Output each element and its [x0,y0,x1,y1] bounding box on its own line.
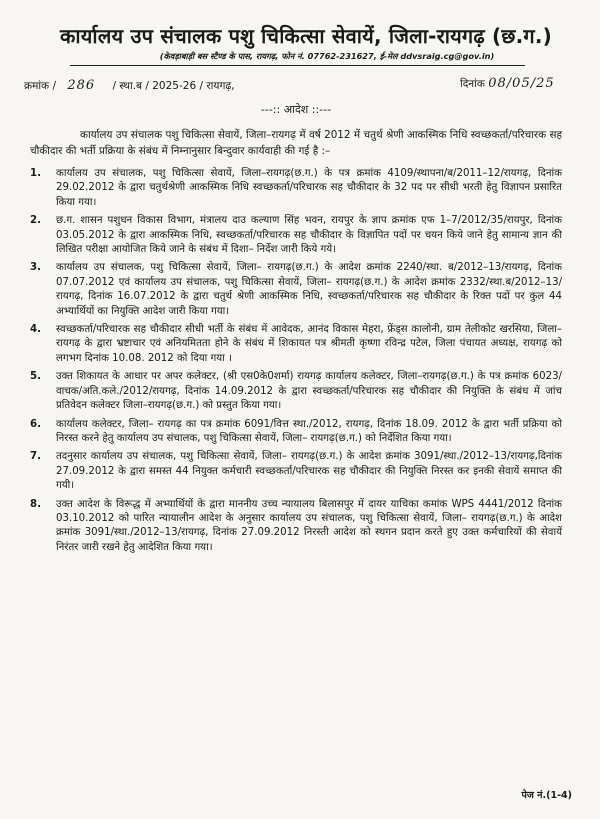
list-item [30,167,562,210]
item-text: कार्यालय उप संचालक, पशु चिकित्सा सेवायें, जिला– रायगढ़(छ.ग.) के आदेश क्रमांक 2240/स्था. ब/2012–13/रायगढ़, दिनांक 07.07.2012 एवं कार्यालय उप संचालक, पशु चिकित्सा सेवायें, जिला– रायगढ़(छ.ग.) के आदेश क्रमांक 2332/स्था.ब/2012–13/रायगढ़, दिनांक 16.07.2012 के द्वारा चतुर्थ श्रेणी आकस्मिक निधि, स्वच्छकर्ता/परिचारक सह चौकीदार के रिक्त पदों पर कुल 44 अभ्यार्थियों का नियुक्ति आदेश जारी किया गया। [56,262,562,317]
item-number: 7. [30,451,41,463]
reference-date [460,76,555,91]
reference-line [24,76,562,96]
reference-label: क्रमांक / [24,80,57,92]
office-address: (केवड़ाबाड़ी बस स्टैण्ड के पास, रायगढ़, फोन नं. 07762-231627, ई-मेल ddvsraig.cg@gov.in) [159,51,495,61]
header-divider [70,65,525,66]
item-number: 2. [30,215,41,227]
item-text: तदनुसार कार्यालय उप संचालक, पशु चिकित्सा सेवायें, जिला– रायगढ़(छ.ग.) के आदेश क्रमांक 3091/स्था./2012–13/रायगढ़,दिनांक 27.09.2012 के द्वारा समस्त 44 नियुक्त कर्मचारी स्वच्छकर्ता/परिचारक सह चौकीदार की नियुक्ति निरस्त कर इनकी सेवायें समाप्त की गयी। [56,451,562,492]
page-number: पेज नं.(1-4) [521,790,572,801]
office-title: कार्यालय उप संचालक पशु चिकित्सा सेवायें, जिला-रायगढ़ (छ.ग.) [60,24,552,48]
intro-paragraph: कार्यालय उप संचालक पशु चिकित्सा सेवायें, जिला–रायगढ़ में वर्ष 2012 में चतुर्थ श्रेणी आकस्मिक निधि स्वच्छकर्ता/परिचारक सह चौकीदार की भर्ती प्रक्रिया के संबंध में निम्नानुसार बिन्दुवार कार्यवाही की गई है :– [30,129,562,157]
item-text: स्वच्छकर्ता/परिचारक सह चौकीदार सीधी भर्ती के संबंध में आवेदक, आनंद विकास मेहरा, फ्रेंड्स कालोनी, ग्राम तेलीकोट खरसिया, जिला– रायगढ़ के द्वारा भ्रष्टाचार एवं अनियमितता होने के संबंध में शिकायत पत्र श्रीमती कृष्णा रविन्द्र पटेल, जिला पंचायत अध्यक्ष, रायगढ़ को लगभग दिनांक 10.08. 2012 को दिया गया । [56,324,562,364]
points-list [30,167,562,555]
list-item [30,323,562,366]
handwritten-number: 286 [67,78,96,93]
item-number: 6. [30,418,41,430]
handwritten-date: 08/05/25 [488,76,555,91]
item-text: छ.ग. शासन पशुधन विकास विभाग, मंत्रालय दाउ कल्याण सिंह भवन, रायपुर के ज्ञाप क्रमांक एफ 1–7/2012/35/रायपुर, दिनांक 03.05.2012 के द्वारा आकस्मिक निधि, स्वच्छकर्ता/परिचारक सह चौकीदार के विज्ञापित पदों पर चयन किये जाने हेतु सामान्य ज्ञान की लिखित परीक्षा आयोजित किये जाने के संबंध में दिशा– निर्देश जारी किये गये। [56,215,562,256]
list-item [30,261,562,319]
item-text: कार्यालय कलेक्टर, जिला– रायगढ़ का पत्र क्रमांक 6091/वित्त स्था./2012, रायगढ़, दिनांक 18.09. 2012 के द्वारा भर्ती प्रक्रिया को निरस्त करने हेतु कार्यालय उप संचालक, पशु चिकित्सा सेवायें, जिला– रायगढ़(छ.ग.) को निर्देशित किया गया। [56,418,562,444]
list-item [30,450,562,493]
order-heading: ---:: आदेश ::--- [260,103,332,116]
list-item [30,370,562,413]
item-number: 3. [30,262,41,274]
item-number: 4. [30,324,41,336]
list-item [30,418,562,447]
item-text: उक्त शिकायत के आधार पर अपर कलेक्टर, (श्री एस0के0शर्मा) रायगढ़ कार्यालय कलेक्टर, जिला–रायगढ़(छ.ग.) के पत्र क्रमांक 6023/वाचक/अति.कले./2012/रायगढ़, दिनांक 14.09.2012 के द्वारा स्वच्छकर्ता/परिचारक सह चौकीदार की नियुक्ति के संबंध में जांच प्रतिवेदन कलेक्टर जिला–रायगढ़(छ.ग.) को प्रस्तुत किया गया। [56,371,562,412]
item-number: 8. [30,498,41,510]
reference-suffix: / स्था.ब / 2025-26 / रायगढ़, [112,80,235,92]
list-item [30,214,562,257]
item-number: 5. [30,371,41,383]
item-text: कार्यालय उप संचालक, पशु चिकित्सा सेवायें, जिला–रायगढ़(छ.ग.) के पत्र क्रमांक 4109/स्थापना/ब/2011–12/रायगढ़, दिनांक 29.02.2012 के द्वारा चतुर्थश्रेणी आकस्मिक निधि स्वच्छकर्ता/परिचारक सह चौकीदार के 32 पद पर सीधी भरती हेतु विज्ञापन प्रसारित किया गया। [56,168,562,208]
list-item [30,498,562,556]
item-number: 1. [30,168,41,179]
date-label: दिनांक [460,78,485,90]
reference-number [24,78,235,93]
item-text: उक्त आदेश के विरूद्ध में अभ्यार्थियों के द्वारा माननीय उच्च न्यायालय बिलासपुर में दायर याचिका कमांक WPS 4441/2012 दिनांक 03.10.2012 को पारित न्यायालीन आदेश के अनुसार कार्यालय उप संचालक, पशु चिकित्सा सेवायें, जिला– रायगढ़(छ.ग.) के आदेश क्रमांक 3091/स्था./2012–13/रायगढ़, दिनांक 27.09.2012 निरस्ती आदेश को स्थगन प्रदान करते हुए उक्त कर्मचारियों की सेवायें निरंतर जारी रखने हेतु आदेशित किया गया। [56,498,562,553]
